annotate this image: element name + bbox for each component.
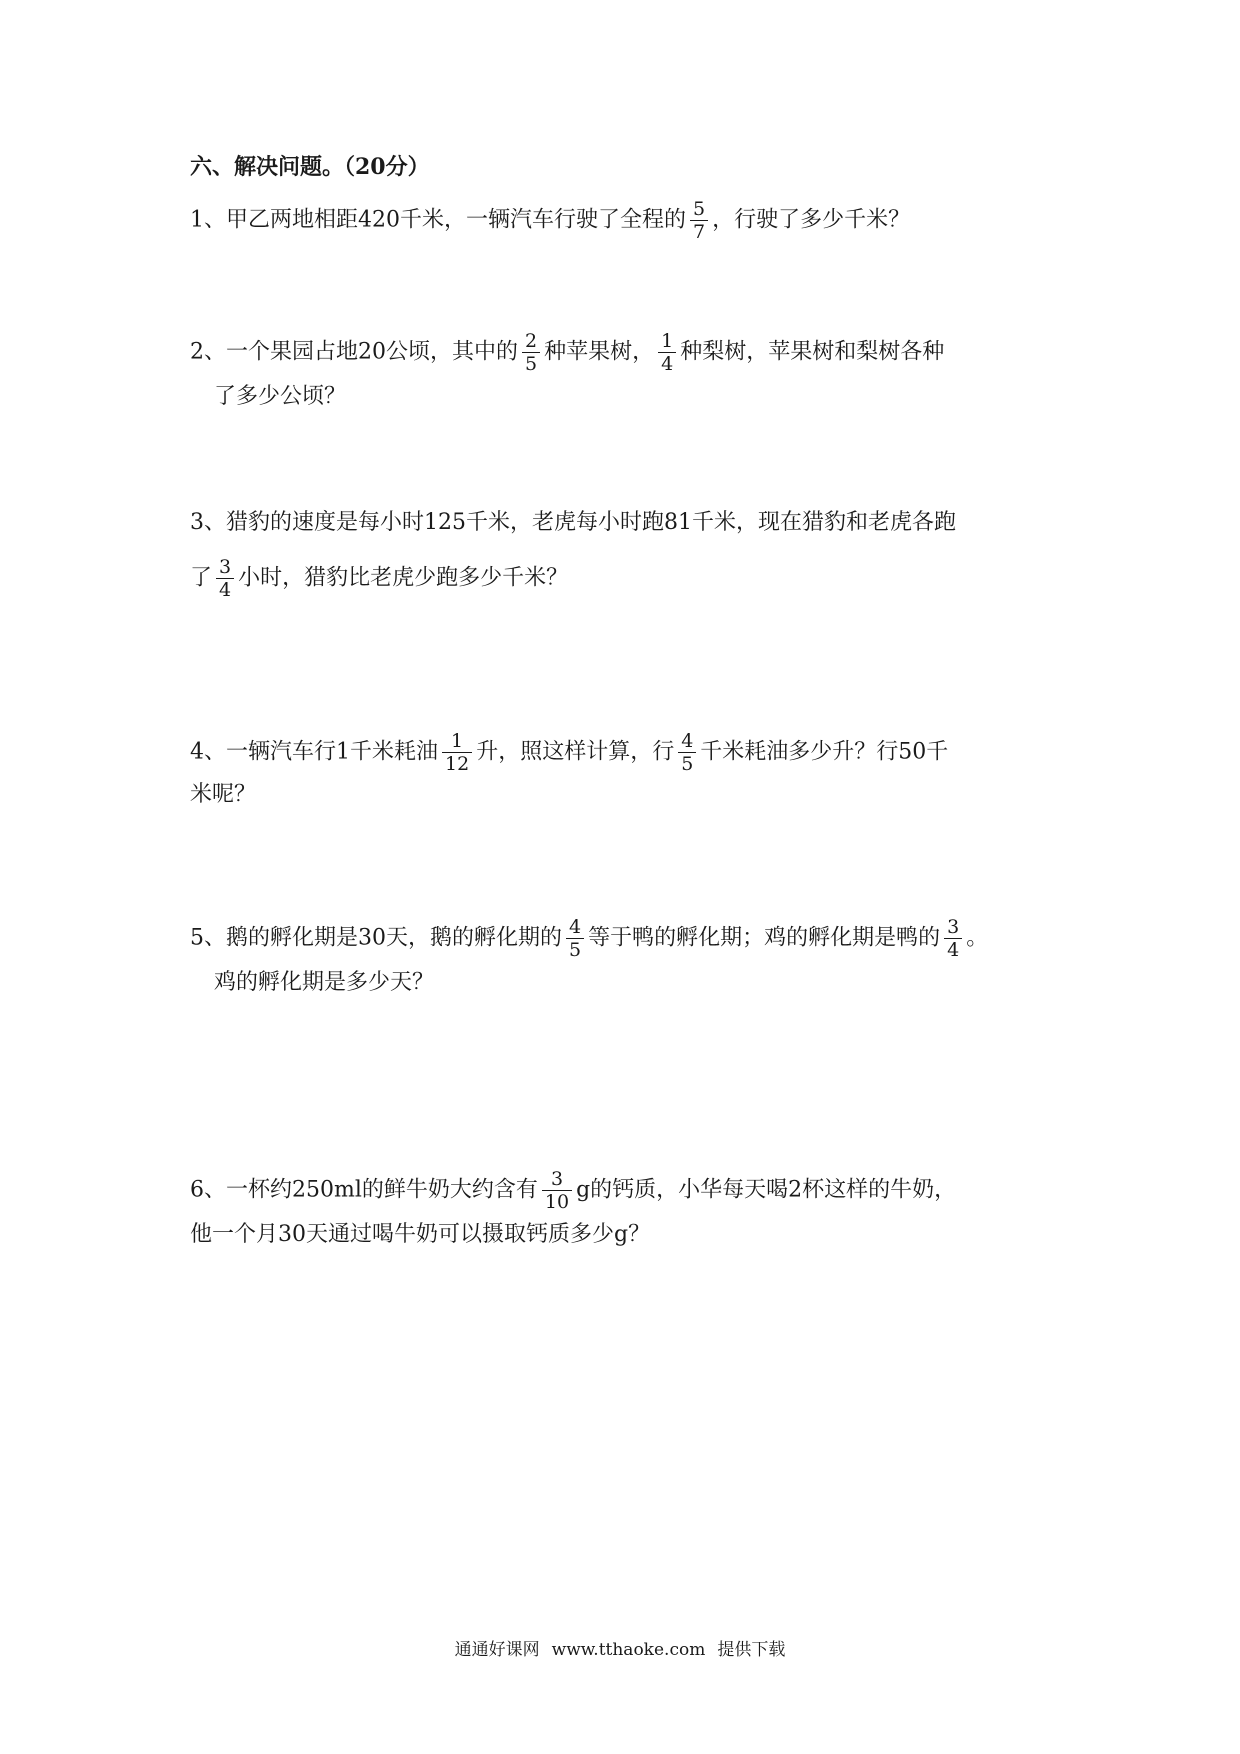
problem-4-line-1 xyxy=(190,730,948,775)
fraction-4-5: $\frac{4}{5}$ xyxy=(566,916,584,961)
problem-4-text-a: 4、一辆汽车行1千米耗油 xyxy=(190,739,438,765)
footer-suffix: 提供下载 xyxy=(717,1640,786,1660)
problem-5-text-b: 等于鸭的孵化期；鸡的孵化期是鸭的 xyxy=(588,925,941,951)
problem-5-text-a: 5、鹅的孵化期是30天，鹅的孵化期的 xyxy=(190,925,562,951)
section-title: 六、解决问题。（20分） xyxy=(190,154,430,180)
fraction-5-7: $\frac{5}{7}$ xyxy=(690,198,708,243)
fraction-3-4: $\frac{3}{4}$ xyxy=(216,556,234,601)
problem-3-line-2 xyxy=(190,556,568,601)
problem-1 xyxy=(190,198,910,243)
problem-3-text-a: 了 xyxy=(190,565,213,591)
problem-4-text-c: 千米耗油多少升？行50千 xyxy=(700,739,949,765)
problem-6-text-a: 6、一杯约250ml的鲜牛奶大约含有 xyxy=(190,1177,538,1203)
problem-5-line-2: 鸡的孵化期是多少天？ xyxy=(214,970,435,995)
problem-6-line-1 xyxy=(190,1168,956,1213)
problem-4-text-b: 升，照这样计算，行 xyxy=(476,739,675,765)
fraction-1-12: $\frac{1}{12}$ xyxy=(442,730,472,775)
problem-1-text-a: 1、甲乙两地相距420千米，一辆汽车行驶了全程的 xyxy=(190,207,686,233)
fraction-3-4: $\frac{3}{4}$ xyxy=(944,916,962,961)
problem-2-line-2: 了多少公顷？ xyxy=(214,384,347,409)
problem-3-line-1: 3、猎豹的速度是每小时125千米，老虎每小时跑81千米，现在猎豹和老虎各跑 xyxy=(190,510,956,535)
problem-4-line-2: 米呢？ xyxy=(190,782,257,807)
footer-url[interactable]: www.tthaoke.com xyxy=(551,1640,706,1660)
fraction-4-5: $\frac{4}{5}$ xyxy=(678,730,696,775)
problem-2-text-c: 种梨树，苹果树和梨树各种 xyxy=(680,339,945,365)
problem-2-text-a: 2、一个果园占地20公顷，其中的 xyxy=(190,339,518,365)
page-footer xyxy=(0,1638,1240,1662)
problem-5-line-1 xyxy=(190,916,988,961)
problem-2-line-1 xyxy=(190,330,944,375)
problem-2-text-b: 种苹果树， xyxy=(544,339,655,365)
footer-site-name: 通通好课网 xyxy=(454,1640,540,1660)
fraction-3-10: $\frac{3}{10}$ xyxy=(542,1168,572,1213)
problem-6-line-2: 他一个月30天通过喝牛奶可以摄取钙质多少g？ xyxy=(190,1222,651,1247)
problem-1-text-b: ，行驶了多少千米？ xyxy=(712,207,911,233)
problem-6-text-b: g的钙质，小华每天喝2杯这样的牛奶， xyxy=(576,1177,957,1203)
fraction-2-5: $\frac{2}{5}$ xyxy=(522,330,540,375)
fraction-1-4: $\frac{1}{4}$ xyxy=(658,330,676,375)
problem-5-text-c: 。 xyxy=(966,925,989,951)
problem-3-text-b: 小时，猎豹比老虎少跑多少千米？ xyxy=(238,565,569,591)
